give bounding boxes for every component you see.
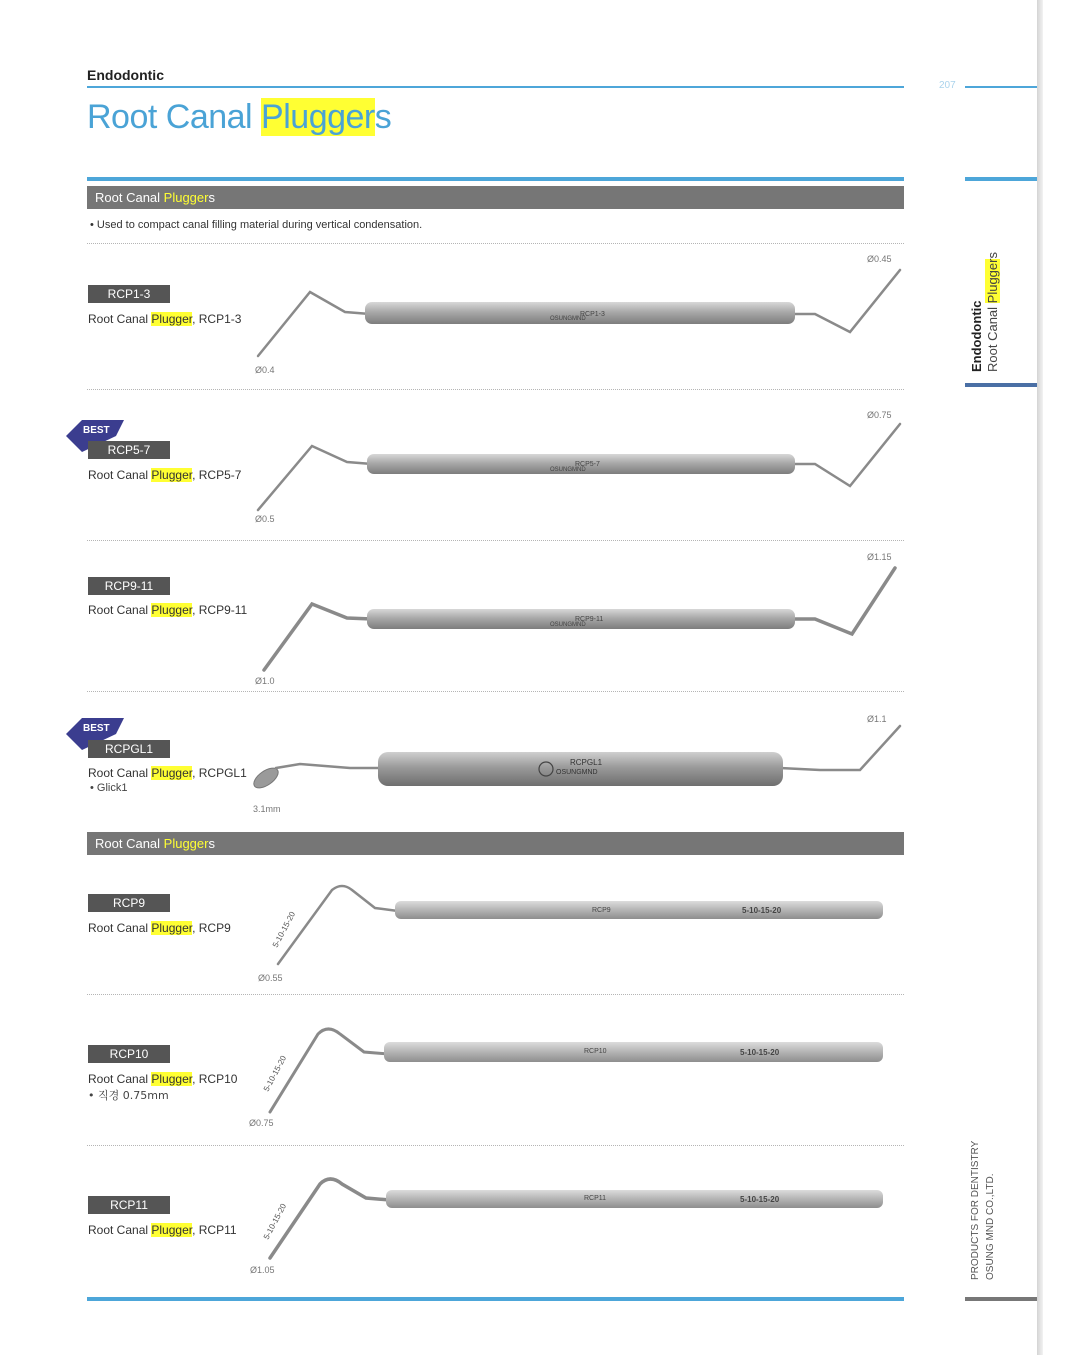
- handle-depth-markings: 5-10-15-20: [742, 906, 782, 915]
- product-name-suffix: , RCP1-3: [192, 312, 242, 326]
- page-number: 207: [939, 80, 956, 91]
- product-code: RCP10: [88, 1045, 170, 1063]
- depth-markings: 5-10-15-20: [270, 910, 298, 949]
- side-section-label: Endodontic: [969, 300, 984, 372]
- footer-products: PRODUCTS FOR DENTISTRY: [970, 1140, 981, 1280]
- handle-marking: RCPGL1: [570, 758, 603, 767]
- depth-markings: 5-10-15-20: [261, 1054, 289, 1093]
- handle-marking: RCP9-11: [575, 616, 604, 623]
- product-name: [88, 766, 247, 780]
- plugger-instrument-image: [250, 418, 910, 518]
- side-rule-bottom: [965, 1297, 1037, 1301]
- handle-marking: RCP1-3: [580, 311, 605, 318]
- product-code: RCPGL1: [88, 740, 170, 758]
- handle-marking: RCP9: [592, 907, 611, 914]
- tip-diameter-left: Ø0.4: [255, 365, 275, 375]
- footer-company: OSUNG MND CO.,LTD.: [985, 1173, 996, 1280]
- product-note: • Glick1: [90, 782, 128, 794]
- tip-diameter-left: Ø0.55: [258, 973, 283, 983]
- group2-header-plain: Root Canal: [95, 836, 164, 851]
- bottom-rule: [87, 1297, 904, 1301]
- divider: [87, 691, 904, 692]
- product-code: RCP1-3: [88, 285, 170, 303]
- plugger-instrument-image: [250, 878, 890, 970]
- handle-marking: RCP10: [584, 1048, 607, 1055]
- handle-marking: RCP11: [584, 1195, 607, 1202]
- page-title: [87, 98, 391, 137]
- section-label: Endodontic: [87, 67, 164, 83]
- handle-brand: OSUNGMND: [556, 769, 598, 776]
- product-name: [88, 921, 231, 935]
- handle-marking: RCP5-7: [575, 461, 600, 468]
- divider: [87, 994, 904, 995]
- tip-diameter-left: Ø1.0: [255, 676, 275, 686]
- side-title-plain: Root Canal: [985, 303, 1000, 372]
- product-name-highlight: Plugger: [151, 312, 193, 326]
- handle-brand: OSUNGMND: [550, 622, 586, 628]
- product-name: [88, 603, 247, 617]
- page-edge: [1037, 0, 1043, 1355]
- group2-header-suffix: s: [208, 836, 215, 851]
- tip-diameter-right: Ø1.1: [867, 714, 887, 724]
- best-badge-text: BEST: [83, 425, 110, 436]
- product-name-suffix: , RCP9: [192, 921, 231, 935]
- side-title-suffix: s: [985, 252, 1000, 259]
- title-suffix: s: [374, 98, 392, 136]
- divider: [87, 540, 904, 541]
- title-plain: Root Canal: [87, 98, 262, 136]
- group2-header: [87, 832, 904, 855]
- product-name-suffix: , RCP5-7: [192, 468, 242, 482]
- handle-brand: OSUNGMND: [550, 467, 586, 473]
- plugger-instrument-image: [250, 562, 910, 674]
- tip-size-left: 3.1mm: [253, 804, 281, 814]
- product-name-suffix: , RCPGL1: [192, 766, 247, 780]
- group1-header-highlight: Plugger: [163, 190, 209, 205]
- group1-top-rule: [87, 177, 904, 181]
- product-name-highlight: Plugger: [151, 468, 193, 482]
- product-name-prefix: Root Canal: [88, 1223, 152, 1237]
- side-title-highlight: Plugger: [985, 258, 1000, 304]
- tip-diameter-left: Ø0.75: [249, 1118, 274, 1128]
- product-name-highlight: Plugger: [151, 603, 193, 617]
- product-name: [88, 312, 241, 326]
- product-name-suffix: , RCP10: [192, 1072, 238, 1086]
- handle-brand: OSUNGMND: [550, 316, 586, 322]
- depth-markings: 5-10-15-20: [261, 1202, 289, 1241]
- product-name-prefix: Root Canal: [88, 312, 152, 326]
- side-rule-top: [965, 177, 1037, 181]
- product-code: RCP5-7: [88, 441, 170, 459]
- product-name-suffix: , RCP11: [192, 1223, 237, 1237]
- product-name: [88, 1223, 237, 1237]
- divider: [87, 1145, 904, 1146]
- group1-header-plain: Root Canal: [95, 190, 164, 205]
- product-note: • 직경 0.75mm: [88, 1089, 169, 1102]
- group1-header-suffix: s: [208, 190, 215, 205]
- title-highlight: Plugger: [261, 98, 375, 136]
- best-badge-text: BEST: [83, 723, 110, 734]
- product-name-highlight: Plugger: [151, 1223, 193, 1237]
- top-rule: [87, 86, 904, 88]
- side-rule-mid: [965, 383, 1037, 387]
- page-number-rule: [965, 86, 1037, 88]
- product-code: RCP9: [88, 894, 170, 912]
- product-name-prefix: Root Canal: [88, 468, 152, 482]
- product-name: [88, 1072, 237, 1086]
- tip-diameter-left: Ø0.5: [255, 514, 275, 524]
- plugger-instrument-image: [250, 1020, 890, 1116]
- tip-diameter-right: Ø0.75: [867, 410, 892, 420]
- product-name-prefix: Root Canal: [88, 1072, 152, 1086]
- group1-header: [87, 186, 904, 209]
- group2-header-highlight: Plugger: [163, 836, 209, 851]
- plugger-instrument-image: [250, 262, 910, 362]
- tip-diameter-left: Ø1.05: [250, 1265, 275, 1275]
- tip-diameter-right: Ø0.45: [867, 254, 892, 264]
- product-name-highlight: Plugger: [151, 1072, 193, 1086]
- divider: [87, 389, 904, 390]
- product-name-prefix: Root Canal: [88, 921, 152, 935]
- product-name: [88, 468, 241, 482]
- product-name-suffix: , RCP9-11: [192, 603, 248, 617]
- product-code: RCP9-11: [88, 577, 170, 595]
- product-name-prefix: Root Canal: [88, 766, 152, 780]
- product-name-prefix: Root Canal: [88, 603, 152, 617]
- product-name-highlight: Plugger: [151, 921, 193, 935]
- handle-depth-markings: 5-10-15-20: [740, 1048, 780, 1057]
- divider: [87, 243, 904, 244]
- description: • Used to compact canal filling material during vertical condensation.: [90, 219, 423, 231]
- product-code: RCP11: [88, 1196, 170, 1214]
- plugger-instrument-image: [250, 1168, 890, 1262]
- side-title: [985, 252, 1000, 372]
- handle-depth-markings: 5-10-15-20: [740, 1195, 780, 1204]
- plugger-instrument-image: [250, 720, 910, 820]
- product-name-highlight: Plugger: [151, 766, 193, 780]
- tip-diameter-right: Ø1.15: [867, 552, 892, 562]
